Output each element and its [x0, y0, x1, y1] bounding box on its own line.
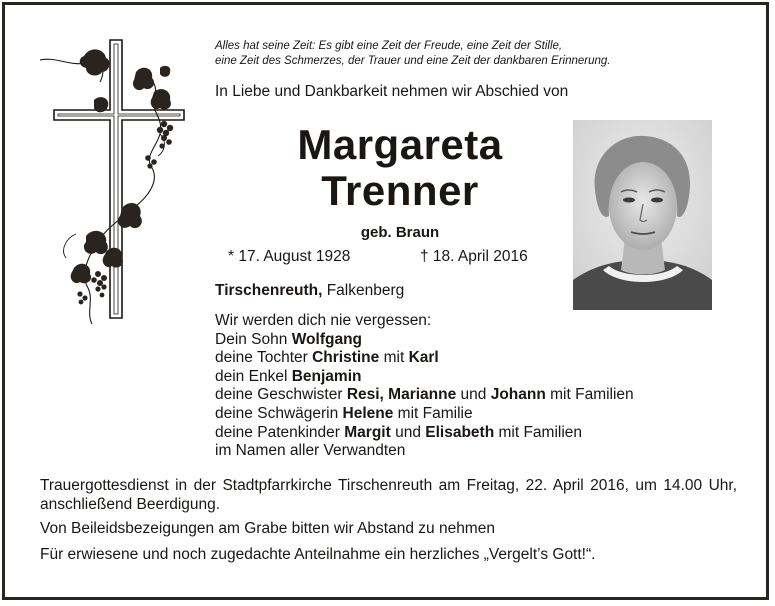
family-line: deine Patenkinder Margit und Elisabeth mit Familien [215, 423, 583, 441]
motto [215, 39, 755, 69]
birth-date: * 17. August 1928 [228, 248, 351, 265]
residence [215, 282, 404, 300]
funeral-service-text: Trauergottesdienst in der Stadtpfarrkirche Tirschenreuth am Freitag, 22. April 2016, um 14.00 Uhr, anschließend Beerdigung. [40, 477, 737, 513]
thanks-note: Für erwiesene und noch zugedachte Anteilnahme ein herzliches „Vergelt’s Gott!“. [40, 546, 596, 563]
family-line: deine Schwägerin Helene mit Familie [215, 404, 473, 422]
birth-name: geb. Braun [360, 224, 440, 241]
family-list [215, 312, 634, 461]
intro-text: In Liebe und Dankbarkeit nehmen wir Abschied von [215, 83, 569, 100]
family-intro: Wir werden dich nie vergessen: [215, 312, 432, 329]
family-line: deine Tochter Christine mit Karl [215, 349, 439, 367]
portrait-icon [573, 120, 712, 310]
motto-line: Alles hat seine Zeit: Es gibt eine Zeit der Freude, eine Zeit der Stille, [215, 40, 563, 52]
family-line: Dein Sohn Wolfgang [215, 330, 363, 348]
portrait-photo [573, 120, 712, 310]
family-line: deine Geschwister Resi, Marianne und Johann mit Familien [215, 386, 634, 404]
condolence-note: Von Beileidsbezeigungen am Grabe bitten wir Abstand zu nehmen [40, 520, 495, 537]
cross-with-grapevine-icon [36, 38, 196, 328]
death-date: † 18. April 2016 [420, 248, 528, 265]
residence-district: Falkenberg [322, 282, 405, 299]
first-name: Margareta [297, 121, 503, 168]
motto-line: eine Zeit des Schmerzes, der Trauer und eine Zeit der dankbaren Erinnerung. [215, 55, 611, 67]
family-line: im Namen aller Verwandten [215, 442, 406, 460]
last-name: Trenner [321, 167, 479, 214]
family-line: dein Enkel Benjamin [215, 367, 362, 385]
residence-town: Tirschenreuth, [215, 282, 323, 299]
